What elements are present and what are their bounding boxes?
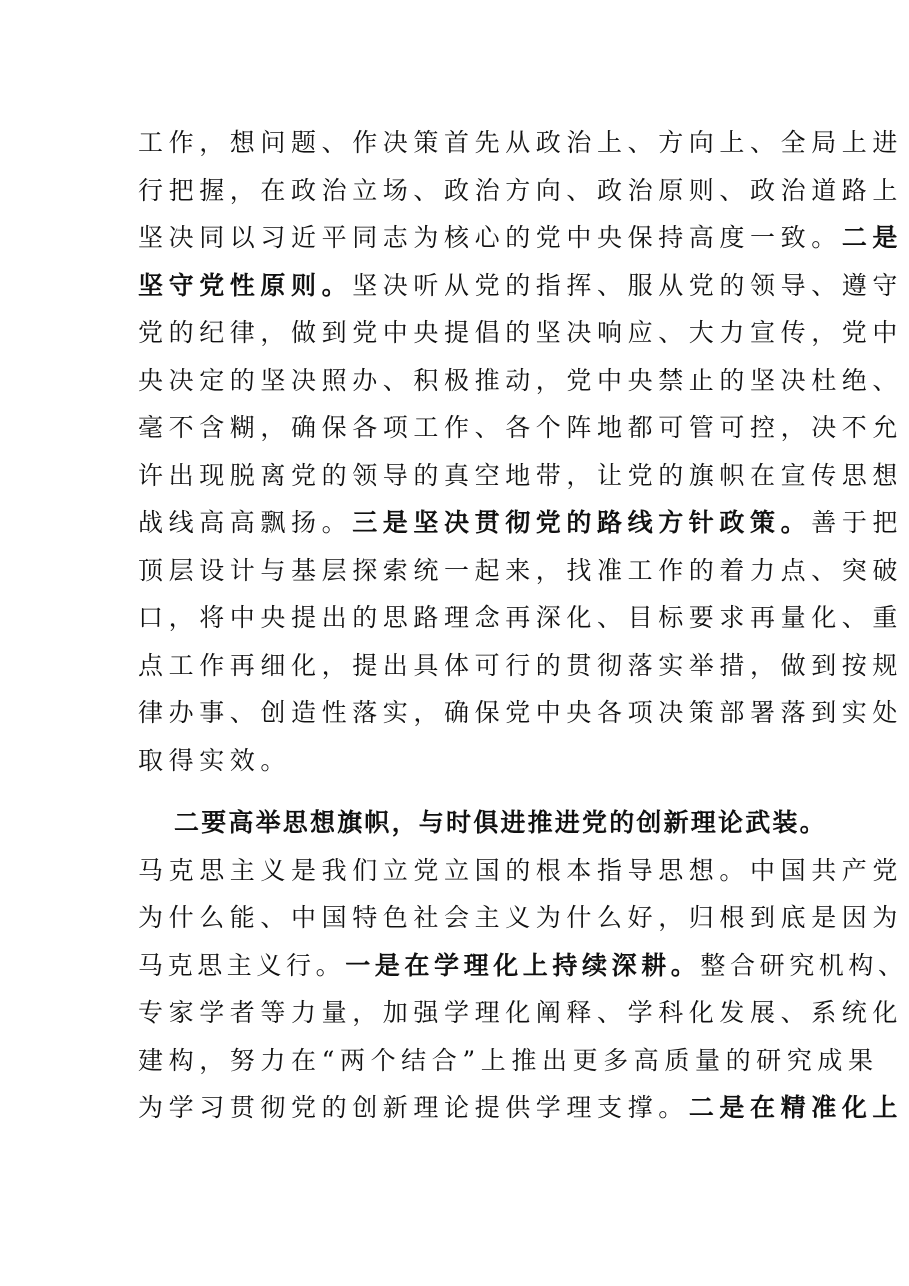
- text-line: [138, 642, 904, 690]
- text-line: [138, 309, 904, 357]
- text-line: [138, 847, 904, 895]
- text-line: [138, 119, 904, 167]
- text-run: 坚决听从党的指挥、服从党的领导、遵守: [352, 270, 904, 300]
- text-run: 点工作再细化，提出具体可行的贯彻落实举措，做到按规: [138, 650, 904, 680]
- section-heading-line: [138, 799, 827, 847]
- text-run: 工作，想问题、作决策首先从政治上、方向上、全局上进: [138, 128, 904, 157]
- text-run: 专家学者等力量，加强学理化阐释、学科化发展、系统化: [138, 998, 904, 1027]
- text-line: [138, 1037, 879, 1085]
- bold-heading-run: 坚守党性原则。: [138, 270, 353, 300]
- text-run: 党的纪律，做到党中央提倡的坚决响应、大力宣传，党中: [138, 318, 904, 347]
- text-line: [138, 894, 904, 942]
- bold-heading-run: 三是坚决贯彻党的路线方针政策。: [352, 508, 812, 537]
- text-run: 马克思主义是我们立党立国的根本指导思想。中国共产党: [138, 855, 904, 885]
- text-line: [138, 737, 778, 785]
- text-run: 律办事、创造性落实，确保党中央各项决策部署落到实处: [138, 698, 904, 727]
- text-line: [138, 689, 904, 737]
- text-run: 马克思主义行。: [138, 950, 346, 980]
- text-run: 央决定的坚决照办、积极推动，党中央禁止的坚决杜绝、: [138, 365, 904, 395]
- text-run: 善于把: [811, 508, 904, 537]
- document-body: [138, 119, 908, 1132]
- text-line: [138, 357, 904, 405]
- text-run: 取得实效。: [138, 745, 292, 775]
- bold-heading-run: 二是: [841, 223, 904, 252]
- text-line: [138, 452, 904, 500]
- paragraph-1: [138, 119, 904, 784]
- paragraph-spacing: [138, 784, 778, 799]
- text-line: [138, 942, 908, 990]
- text-line: [138, 262, 904, 310]
- text-run: 为学习贯彻党的创新理论提供学理支撑。: [138, 1093, 689, 1122]
- bold-heading-run: 二是在精准化上: [688, 1093, 904, 1122]
- text-run: 坚决同以习近平同志为核心的党中央保持高度一致。: [138, 223, 842, 252]
- text-line: [138, 214, 904, 262]
- text-line: [138, 167, 904, 215]
- text-run: 为什么能、中国特色社会主义为什么好，归根到底是因为: [138, 903, 904, 932]
- paragraph-2: [138, 799, 908, 1132]
- bold-heading-run: 一是在学理化上持续深耕。: [345, 950, 701, 980]
- section-heading: 二要高举思想旗帜，与时俱进推进党的创新理论武装。: [174, 808, 827, 837]
- text-run: 毫不含糊，确保各项工作、各个阵地都可管可控，决不允: [138, 413, 904, 442]
- text-line: [138, 989, 904, 1037]
- text-line: [138, 404, 904, 452]
- text-line: [138, 499, 904, 547]
- text-line: [138, 547, 904, 595]
- text-line: [138, 1084, 904, 1132]
- text-run: 行把握，在政治立场、政治方向、政治原则、政治道路上: [138, 175, 904, 205]
- text-run: 整合研究机构、: [700, 950, 908, 980]
- text-run: 许出现脱离党的领导的真空地带，让党的旗帜在宣传思想: [138, 460, 904, 490]
- text-line: [138, 594, 904, 642]
- text-run: 口，将中央提出的思路理念再深化、目标要求再量化、重: [138, 603, 904, 632]
- text-run: 战线高高飘扬。: [138, 508, 353, 537]
- text-run: 顶层设计与基层探索统一起来，找准工作的着力点、突破: [138, 555, 904, 585]
- text-run: 建构，努力在“两个结合”上推出更多高质量的研究成果: [138, 1045, 879, 1075]
